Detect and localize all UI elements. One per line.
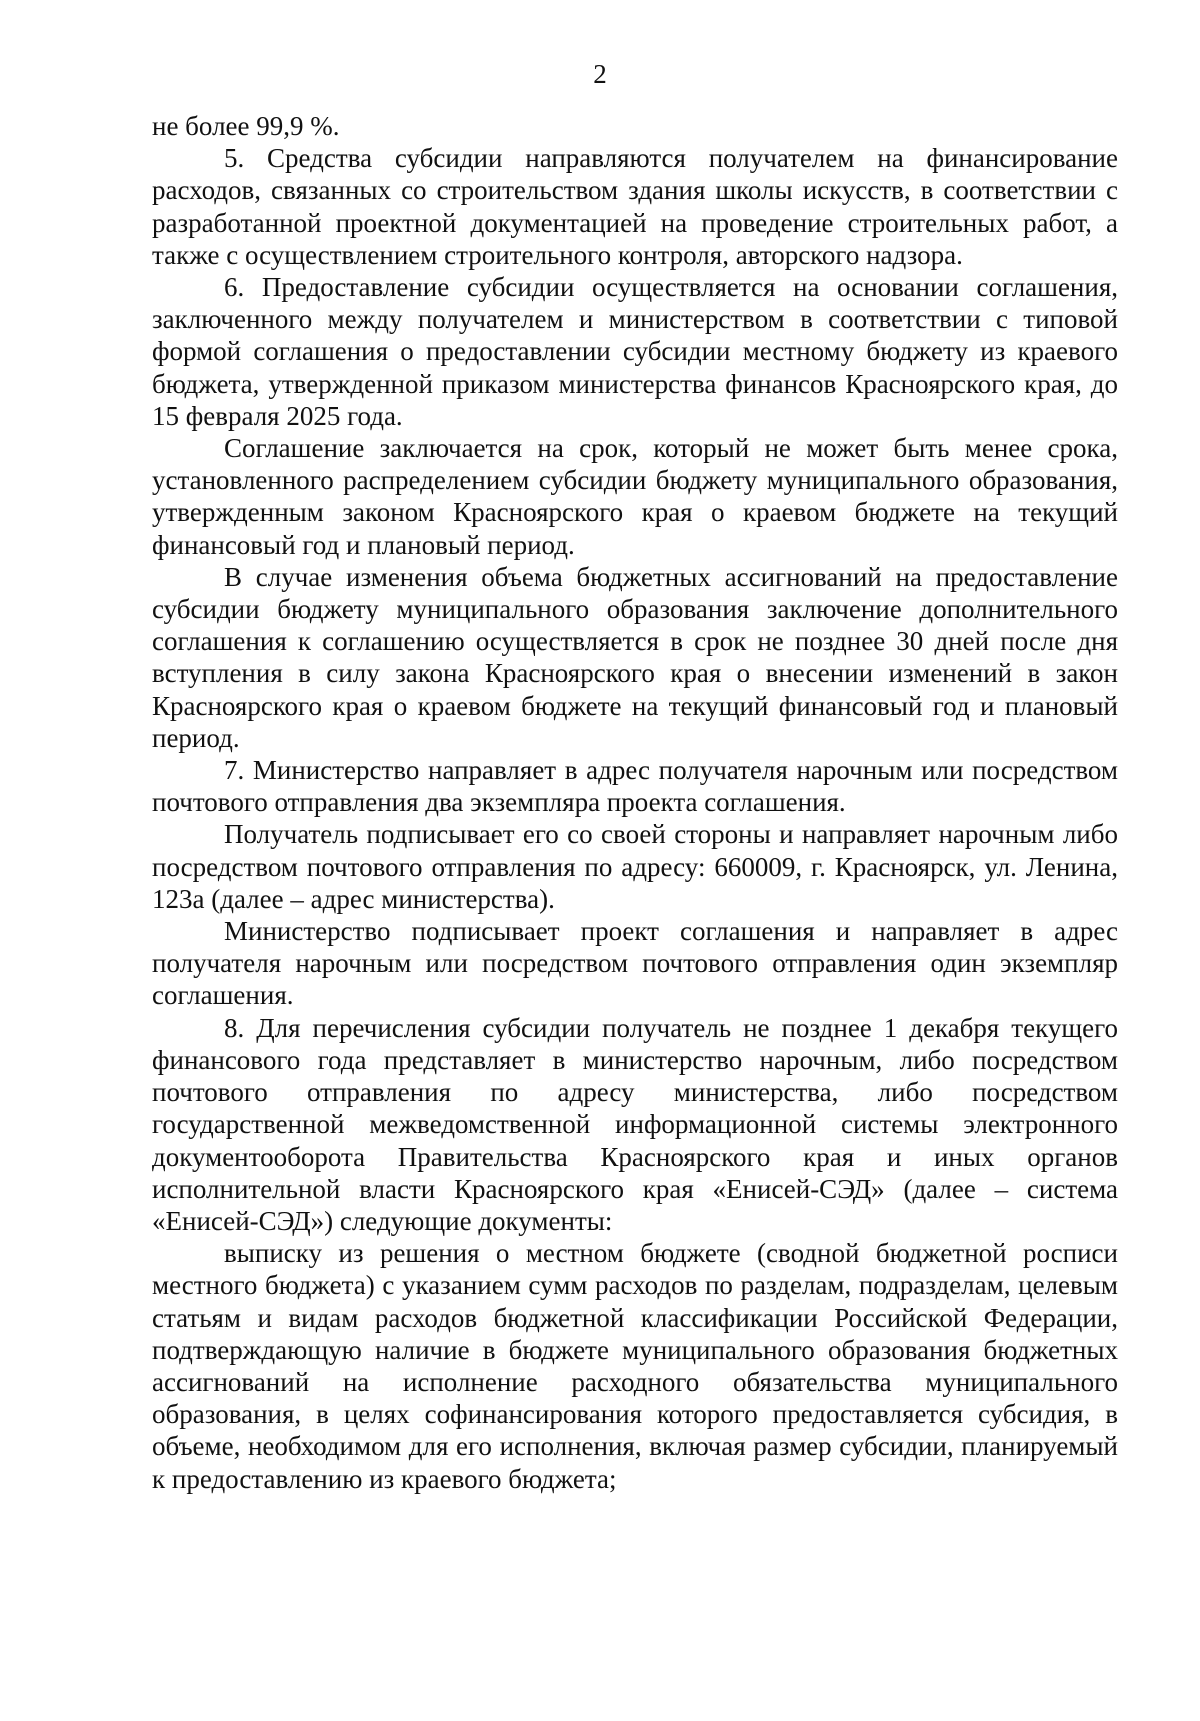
paragraph-item-8: 8. Для перечисления субсидии получатель не позднее 1 декабря текущего финансового года представляет в министерство нарочным, либо посредством почтового отправления по адресу министерства, либо посредством государственной межведомственной информационной системы электронного документооборота Правительства Красноярского края и иных органов исполнительной власти Красноярского края «Енисей-СЭД» (далее – система «Енисей-СЭД») следующие документы: [152, 1012, 1118, 1236]
paragraph-continuation: не более 99,9 %. [152, 111, 340, 141]
page-number: 2 [593, 59, 607, 89]
paragraph-item-5: 5. Средства субсидии направляются получателем на финансирование расходов, связанных со строительством здания школы искусств, в соответствии с разработанной проектной документацией на проведение строительных работ, а также с осуществлением строительного контроля, авторского надзора. [152, 143, 1118, 270]
paragraph-item-6: 6. Предоставление субсидии осуществляется на основании соглашения, заключенного между получателем и министерством в соответствии с типовой формой соглашения о предоставлении субсидии местному бюджету из краевого бюджета, утвержденной приказом министерства финансов Красноярского края, до 15 февраля 2025 года. [152, 272, 1118, 431]
document-body [152, 110, 1118, 1495]
paragraph-supplementary-agreement: В случае изменения объема бюджетных ассигнований на предоставление субсидии бюджету муниципального образования заключение дополнительного соглашения к соглашению осуществляется в срок не позднее 30 дней после дня вступления в силу закона Красноярского края о внесении изменений в закон Красноярского края о краевом бюджете на текущий финансовый год и плановый период. [152, 561, 1118, 753]
paragraph-item-7: 7. Министерство направляет в адрес получателя нарочным или посредством почтового отправления два экземпляра проекта соглашения. [152, 755, 1118, 818]
paragraph-agreement-term: Соглашение заключается на срок, который не может быть менее срока, установленного распределением субсидии бюджету муниципального образования, утвержденным законом Красноярского края о краевом бюджете на текущий финансовый год и плановый период. [152, 433, 1118, 560]
paragraph-recipient-signs: Получатель подписывает его со своей стороны и направляет нарочным либо посредством почтового отправления по адресу: 660009, г. Красноярск, ул. Ленина, 123а (далее – адрес министерства). [152, 819, 1118, 914]
paragraph-ministry-signs: Министерство подписывает проект соглашения и направляет в адрес получателя нарочным или посредством почтового отправления один экземпляр соглашения. [152, 916, 1118, 1011]
paragraph-budget-extract: выписку из решения о местном бюджете (сводной бюджетной росписи местного бюджета) с указанием сумм расходов по разделам, подразделам, целевым статьям и видам расходов бюджетной классификации Российской Федерации, подтверждающую наличие в бюджете муниципального образования бюджетных ассигнований на исполнение расходного обязательства муниципального образования, в целях софинансирования которого предоставляется субсидия, в объеме, необходимом для его исполнения, включая размер субсидии, планируемый к предоставлению из краевого бюджета; [152, 1238, 1118, 1494]
